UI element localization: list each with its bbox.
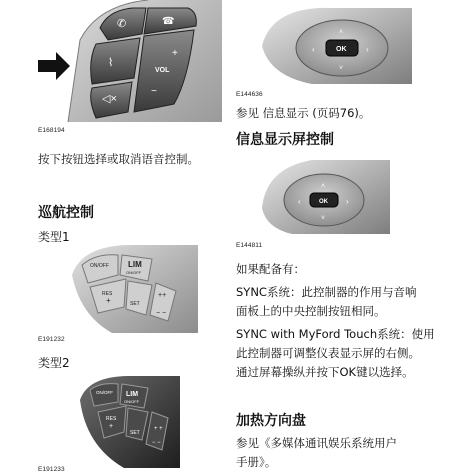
touch-paragraph-line3: 通过屏幕操纵并按下OK键以选择。: [236, 365, 414, 379]
info-display-controls-heading: 信息显示屏控制: [236, 132, 334, 148]
svg-text:− −: − −: [156, 310, 167, 317]
cruise-type1-figure: [72, 245, 198, 333]
sync-paragraph-line1: SYNC系统：此控制器的作用与音响: [236, 285, 417, 299]
type2-lim-label: LIM: [126, 391, 139, 398]
svg-text:− −: − −: [152, 440, 161, 446]
svg-text:✆: ✆: [117, 18, 127, 30]
svg-text:˅: ˅: [321, 215, 326, 222]
if-equipped-text: 如果配备有：: [236, 262, 305, 276]
ok-control-figure-top: [262, 6, 412, 84]
type2-label: 类型2: [38, 356, 70, 370]
svg-text:›: ›: [346, 197, 349, 206]
see-info-display-text: 参见 信息显示 (页码76)。: [236, 106, 371, 120]
type2-set-label: SET: [130, 430, 140, 436]
svg-text:˅: ˅: [339, 65, 344, 72]
svg-text:◁×: ◁×: [102, 93, 117, 105]
svg-text:+: +: [109, 423, 114, 430]
ok-label-top: OK: [336, 46, 347, 53]
figure-code: E168194: [38, 127, 65, 134]
type1-label: 类型1: [38, 230, 70, 244]
type1-onoff-label: ON/OFF: [90, 263, 109, 269]
touch-paragraph-line1: SYNC with MyFord Touch系统：使用: [236, 327, 435, 341]
svg-text:☎: ☎: [162, 16, 175, 27]
vol-minus-label: −: [151, 86, 157, 97]
voice-button: [91, 38, 140, 84]
ok-label-bottom: OK: [319, 199, 328, 205]
type2-res-label: RES: [106, 416, 117, 422]
ok-control-figure-bottom: [262, 158, 390, 234]
cruise-type2-figure: [80, 376, 180, 468]
sync-paragraph-line2: 面板上的中央控制按钮相同。: [236, 304, 386, 318]
type1-lim-onoff-label: ON/OFF: [126, 270, 142, 275]
type1-lim-label: LIM: [128, 260, 142, 269]
svg-text:‹: ‹: [312, 45, 315, 54]
type2-onoff-label: ON/OFF: [96, 390, 113, 395]
type1-set-label: SET: [130, 301, 140, 307]
type2-lim-onoff-label: ON/OFF: [124, 399, 140, 404]
svg-text:+ +: + +: [154, 426, 163, 432]
svg-text:˄: ˄: [339, 29, 344, 36]
svg-text:‹: ‹: [298, 197, 301, 206]
cruise-control-heading: 巡航控制: [38, 205, 94, 221]
figure-code: E144636: [236, 91, 263, 98]
figure-code: E144811: [236, 242, 263, 249]
see-manual-line2: 手册》。: [236, 455, 277, 469]
svg-text:˄: ˄: [321, 183, 326, 190]
voice-control-figure: [38, 0, 222, 122]
svg-text:+: +: [106, 296, 111, 305]
voice-caption: 按下按钮选择或取消语音控制。: [38, 152, 199, 166]
vol-label: VOL: [155, 67, 170, 74]
type1-res-label: RES: [102, 291, 113, 297]
touch-paragraph-line2: 此控制器可调整仪表显示屏的右侧。: [236, 346, 420, 360]
heated-steering-wheel-heading: 加热方向盘: [236, 413, 306, 429]
svg-text:›: ›: [366, 45, 369, 54]
vol-plus-label: +: [172, 48, 178, 59]
svg-text:++: ++: [158, 292, 167, 299]
see-manual-line1: 参见《多媒体通讯娱乐系统用户: [236, 436, 397, 450]
svg-text:⌇: ⌇: [108, 57, 114, 69]
figure-code: E191232: [38, 336, 65, 343]
figure-code: E191233: [38, 466, 65, 473]
